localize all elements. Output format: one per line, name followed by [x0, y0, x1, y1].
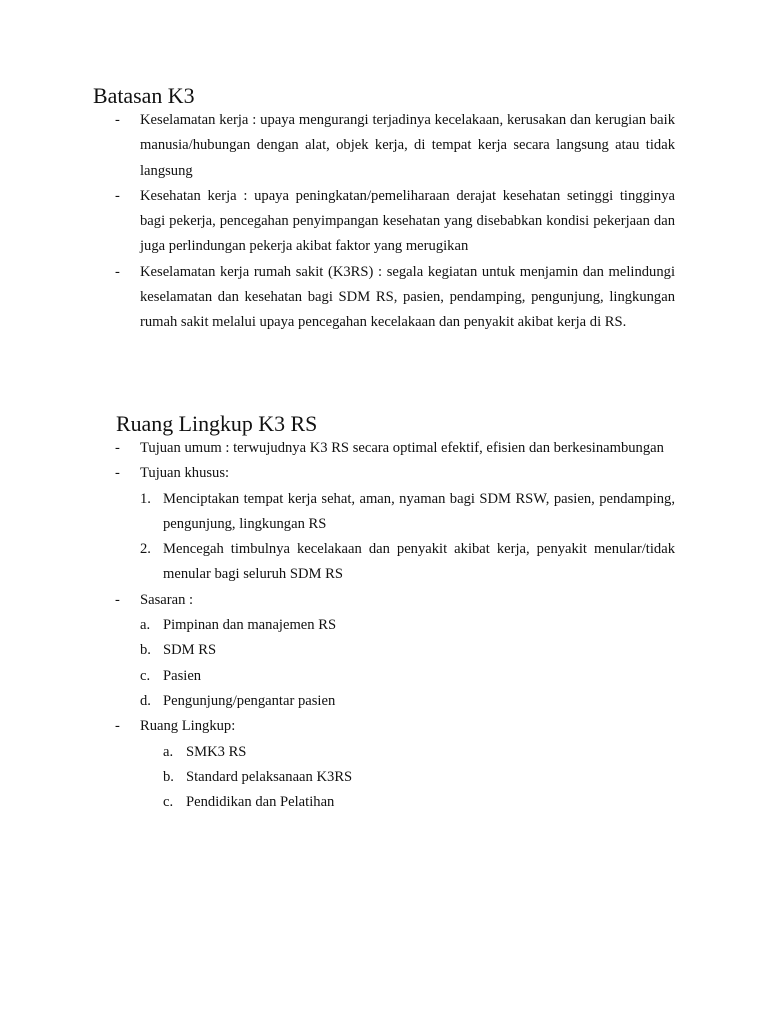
- letter-marker: b.: [163, 768, 174, 785]
- list-item-tujuan-umum: [115, 436, 675, 461]
- section-heading-batasan-k3: Batasan K3: [93, 83, 195, 108]
- sublist-item: [140, 613, 675, 638]
- dash-marker: -: [115, 465, 120, 482]
- letter-marker: a.: [163, 743, 174, 760]
- item-text: Pengunjung/pengantar pasien: [163, 692, 336, 709]
- item-text: SDM RS: [163, 642, 217, 659]
- item-text: Tujuan khusus:: [140, 465, 230, 482]
- item-text: Standard pelaksanaan K3RS: [186, 768, 353, 785]
- number-marker: 1.: [140, 490, 151, 507]
- letter-marker: c.: [140, 667, 151, 684]
- ruang-lingkup-sublist: [140, 740, 675, 816]
- item-text: Pendidikan dan Pelatihan: [186, 794, 335, 811]
- section-heading-ruang-lingkup: Ruang Lingkup K3 RS: [116, 411, 318, 436]
- list-item: [115, 184, 675, 260]
- item-text: Keselamatan kerja rumah sakit (K3RS) : segala kegiatan untuk menjamin dan melindungi keselamatan dan kesehatan bagi SDM RS, pasien, pendamping, pengunjung, lingkungan rumah sakit melalui upaya pencegahan kecelakaan dan penyakit akibat kerja di RS.: [140, 263, 675, 331]
- letter-marker: d.: [140, 692, 151, 709]
- sublist-item: [140, 689, 675, 714]
- ruang-lingkup-list: [115, 436, 675, 815]
- item-text: Sasaran :: [140, 591, 194, 608]
- list-item-ruang-lingkup: [115, 714, 675, 815]
- item-text: Ruang Lingkup:: [140, 718, 236, 735]
- batasan-k3-list: [115, 108, 675, 336]
- item-text: Tujuan umum : terwujudnya K3 RS secara optimal efektif, efisien dan berkesinambungan: [140, 440, 664, 456]
- item-text: SMK3 RS: [186, 743, 247, 760]
- sublist-item: [140, 537, 675, 588]
- sublist-item: [163, 740, 675, 765]
- item-text: Pasien: [163, 667, 202, 684]
- letter-marker: a.: [140, 617, 151, 634]
- sublist-item: [140, 487, 675, 538]
- dash-marker: -: [115, 112, 120, 128]
- item-text: Mencegah timbulnya kecelakaan dan penyakit akibat kerja, penyakit menular/tidak menular bagi seluruh SDM RS: [163, 541, 675, 583]
- list-item-sasaran: [115, 588, 675, 714]
- sasaran-sublist: [140, 613, 675, 714]
- sublist-item: [140, 664, 675, 689]
- item-text: Kesehatan kerja : upaya peningkatan/pemeliharaan derajat kesehatan setinggi tingginya bagi pekerja, pencegahan penyimpangan kesehatan yang disebabkan kondisi pekerjaan dan juga perlindungan pekerja akibat faktor yang merugikan: [140, 187, 675, 255]
- dash-marker: -: [115, 187, 120, 204]
- list-item: [115, 108, 675, 184]
- dash-marker: -: [115, 591, 120, 608]
- item-text: Pimpinan dan manajemen RS: [163, 617, 337, 634]
- sublist-item: [163, 790, 675, 815]
- list-item-tujuan-khusus: [115, 461, 675, 587]
- tujuan-khusus-sublist: [140, 487, 675, 588]
- dash-marker: -: [115, 718, 120, 735]
- list-item: [115, 260, 675, 336]
- sublist-item: [163, 765, 675, 790]
- sublist-item: [140, 638, 675, 663]
- letter-marker: b.: [140, 642, 151, 659]
- letter-marker: c.: [163, 794, 174, 811]
- dash-marker: -: [115, 440, 120, 456]
- item-text: Keselamatan kerja : upaya mengurangi terjadinya kecelakaan, kerusakan dan kerugian baik manusia/hubungan dengan alat, objek kerja, di tempat kerja secara langsung atau tidak langsung: [140, 112, 675, 179]
- item-text: Menciptakan tempat kerja sehat, aman, nyaman bagi SDM RSW, pasien, pendamping, pengunjung, lingkungan RS: [163, 490, 675, 532]
- dash-marker: -: [115, 263, 120, 280]
- number-marker: 2.: [140, 541, 151, 558]
